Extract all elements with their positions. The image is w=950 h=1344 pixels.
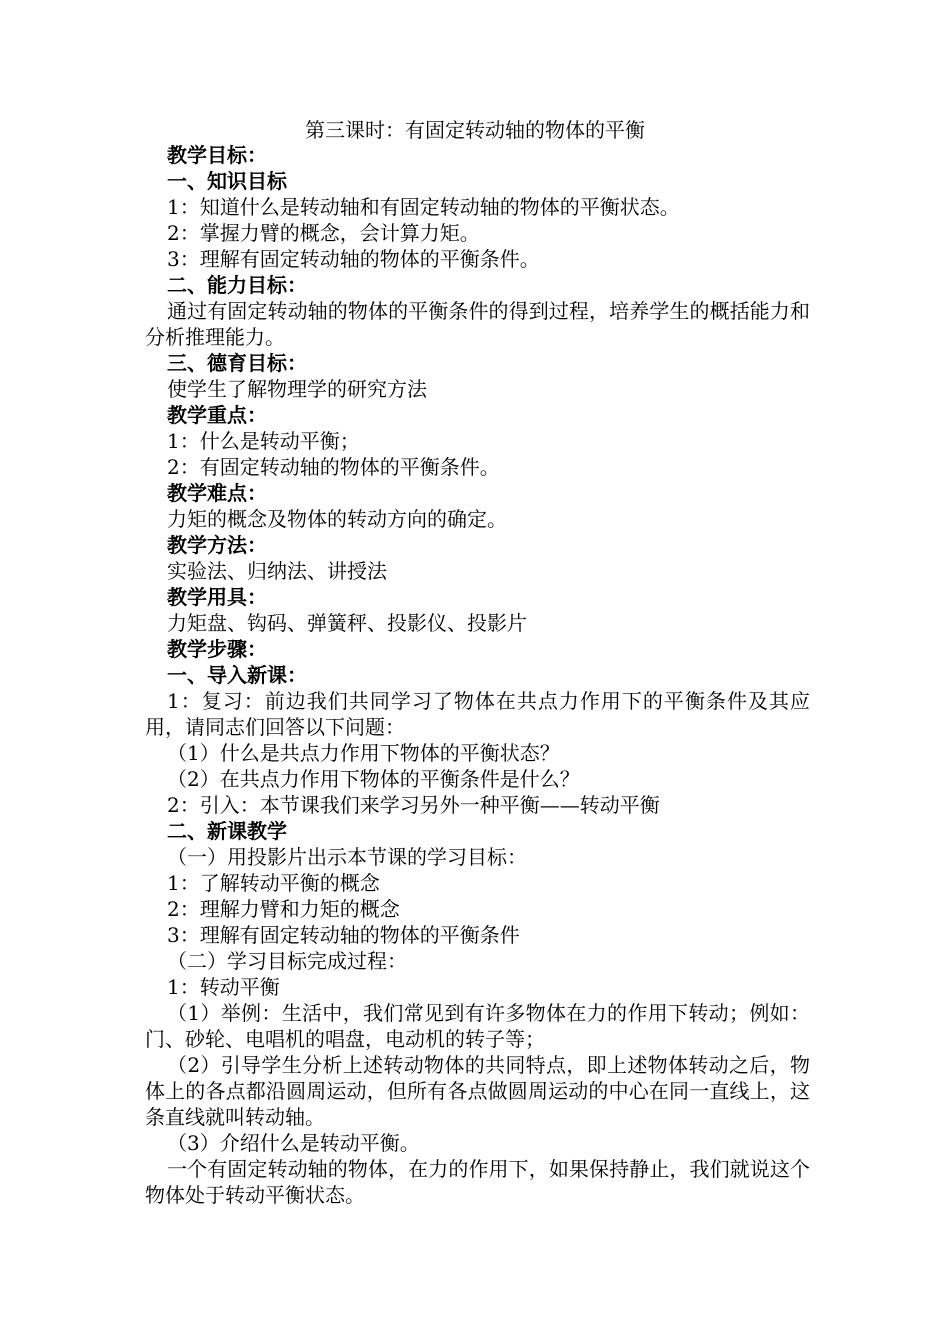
learning-goal-2: 2：理解力臂和力矩的概念	[167, 897, 400, 921]
document-title: 第三课时：有固定转动轴的物体的平衡	[305, 118, 645, 142]
review-text: 1：复习：前边我们共同学习了物体在共点力作用下的平衡条件及其应用，请同志们回答以下问题：	[145, 689, 810, 739]
new-lesson-step-1: （一）用投影片出示本节课的学习目标：	[167, 845, 527, 869]
heading-key-points: 教学重点：	[167, 403, 267, 427]
knowledge-goal-1: 1：知道什么是转动轴和有固定转动轴的物体的平衡状态。	[167, 195, 680, 219]
knowledge-goal-3: 3：理解有固定转动轴的物体的平衡条件。	[167, 247, 540, 271]
introduction-text: 2：引入：本节课我们来学习另外一种平衡——转动平衡	[167, 793, 660, 817]
moral-goal-text: 使学生了解物理学的研究方法	[167, 377, 427, 401]
heading-steps: 教学步骤：	[167, 637, 267, 661]
ability-goal-text: 通过有固定转动轴的物体的平衡条件的得到过程，培养学生的概括能力和分析推理能力。	[145, 299, 810, 349]
example-text: （1）举例：生活中，我们常见到有许多物体在力的作用下转动；例如：门、砂轮、电唱机的唱盘，电动机的转子等；	[145, 1001, 810, 1051]
review-question-1: （1）什么是共点力作用下物体的平衡状态？	[167, 741, 560, 765]
heading-new-lesson: 二、新课教学	[167, 819, 287, 843]
rotation-balance-heading: 1：转动平衡	[167, 975, 280, 999]
heading-knowledge-goals: 一、知识目标	[167, 169, 287, 193]
learning-goal-3: 3：理解有固定转动轴的物体的平衡条件	[167, 923, 520, 947]
heading-methods: 教学方法：	[167, 533, 267, 557]
heading-moral-goals: 三、德育目标：	[167, 351, 307, 375]
difficulty-text: 力矩的概念及物体的转动方向的确定。	[167, 507, 507, 531]
new-lesson-step-2: （二）学习目标完成过程：	[167, 949, 407, 973]
key-point-1: 1：什么是转动平衡；	[167, 429, 360, 453]
heading-introduction: 一、导入新课：	[167, 663, 307, 687]
learning-goal-1: 1：了解转动平衡的概念	[167, 871, 380, 895]
introduce-balance-text: （3）介绍什么是转动平衡。	[167, 1131, 420, 1155]
analysis-text: （2）引导学生分析上述转动物体的共同特点，即上述物体转动之后，物体上的各点都沿圆周运动，但所有各点做圆周运动的中心在同一直线上，这条直线就叫转动轴。	[145, 1053, 810, 1129]
heading-difficulties: 教学难点：	[167, 481, 267, 505]
tools-text: 力矩盘、钩码、弹簧秤、投影仪、投影片	[167, 611, 527, 635]
document-body	[145, 142, 810, 1208]
heading-teaching-goals: 教学目标：	[167, 143, 267, 167]
key-point-2: 2：有固定转动轴的物体的平衡条件。	[167, 455, 500, 479]
definition-text: 一个有固定转动轴的物体，在力的作用下，如果保持静止，我们就说这个物体处于转动平衡状态。	[145, 1157, 810, 1207]
heading-ability-goals: 二、能力目标：	[167, 273, 307, 297]
methods-text: 实验法、归纳法、讲授法	[167, 559, 387, 583]
review-question-2: （2）在共点力作用下物体的平衡条件是什么？	[167, 767, 580, 791]
heading-tools: 教学用具：	[167, 585, 267, 609]
knowledge-goal-2: 2：掌握力臂的概念，会计算力矩。	[167, 221, 480, 245]
